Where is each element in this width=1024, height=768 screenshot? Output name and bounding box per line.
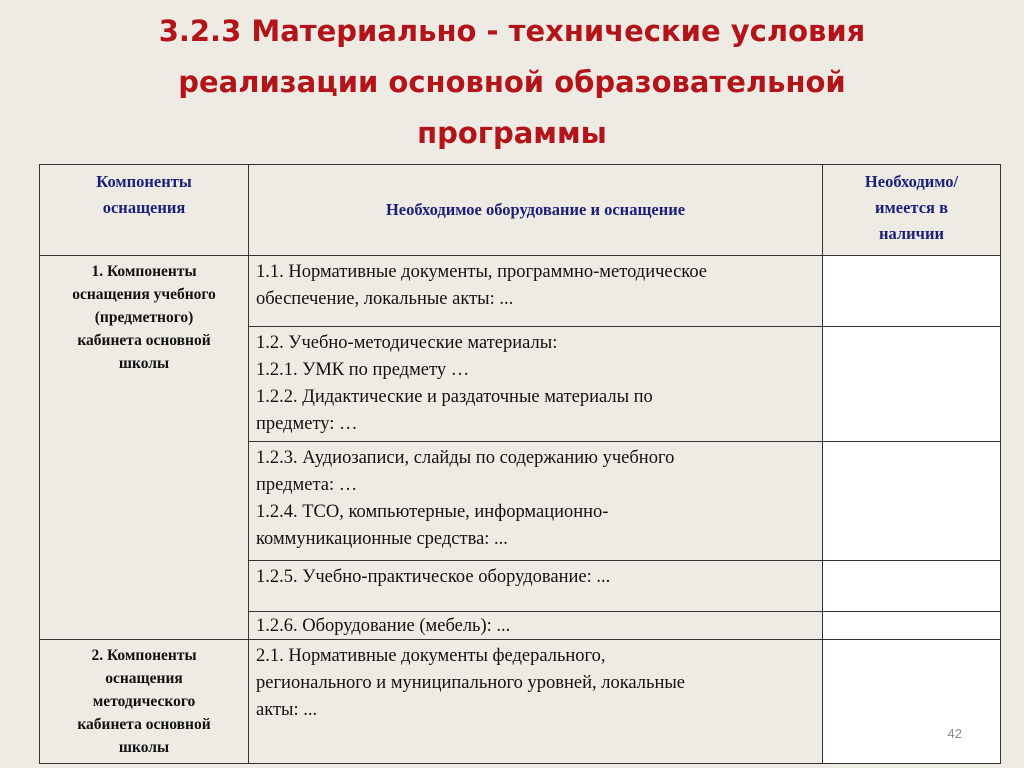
page-number: 42 [947,726,962,741]
header-available-line: наличии [879,224,944,243]
equipment-line: 1.1. Нормативные документы, программно-методическое [256,262,708,282]
availability-cell[interactable] [823,256,1001,327]
equipment-line: предмета: … [256,475,358,495]
title-line-2: реализации основной образовательной [178,65,846,99]
header-equipment-text: Необходимое оборудование и оснащение [385,200,686,219]
availability-cell[interactable] [823,640,1001,764]
component-line: методического [92,693,196,710]
equipment-line: обеспечение, локальные акты: ... [256,289,514,309]
header-components [40,165,249,256]
availability-cell[interactable] [823,327,1001,442]
availability-cell[interactable] [823,612,1001,640]
equipment-line: 1.2.1. УМК по предмету … [256,360,470,380]
equipment-line: 1.2.3. Аудиозаписи, слайды по содержанию учебного [256,448,675,468]
table-row [40,640,1001,764]
slide-title [0,6,1024,159]
equipment-line: 1.2.4. ТСО, компьютерные, информационно- [256,502,609,522]
header-components-line: оснащения [102,198,186,217]
component-line: школы [118,355,170,372]
component-line: кабинета основной [77,716,211,733]
equipment-cell [249,640,823,764]
equipment-table [39,164,1001,764]
header-available [823,165,1001,256]
header-available-line: имеется в [875,198,948,217]
availability-cell[interactable] [823,561,1001,612]
equipment-cell [249,612,823,640]
equipment-line: 1.2.6. Оборудование (мебель): ... [256,616,511,636]
equipment-cell [249,327,823,442]
title-line-1: 3.2.3 Материально - технические условия [158,14,866,48]
equipment-line: коммуникационные средства: ... [256,529,508,549]
title-line-3: программы [417,116,607,150]
equipment-cell [249,442,823,561]
component-line: оснащения учебного [72,286,216,303]
equipment-cell [249,561,823,612]
component-line: 1. Компоненты [91,263,197,280]
equipment-line: акты: ... [256,700,318,720]
equipment-line: предмету: … [256,414,358,434]
component-line: (предметного) [94,309,194,326]
header-equipment [249,165,823,256]
availability-cell[interactable] [823,442,1001,561]
component-line: школы [118,739,170,756]
equipment-line: регионального и муниципального уровней, локальные [256,673,685,693]
component-cell-2 [40,640,249,764]
header-row [40,165,1001,256]
component-line: 2. Компоненты [91,647,197,664]
equipment-line: 1.2.2. Дидактические и раздаточные материалы по [256,387,653,407]
equipment-line: 1.2.5. Учебно-практическое оборудование: ... [256,567,611,587]
component-line: оснащения [105,670,183,687]
header-components-line: Компоненты [96,172,192,191]
equipment-cell [249,256,823,327]
equipment-line: 1.2. Учебно-методические материалы: [256,333,558,353]
table-row [40,256,1001,327]
component-line: кабинета основной [77,332,211,349]
equipment-line: 2.1. Нормативные документы федерального, [256,646,606,666]
component-cell-1 [40,256,249,640]
header-available-line: Необходимо/ [864,172,959,191]
